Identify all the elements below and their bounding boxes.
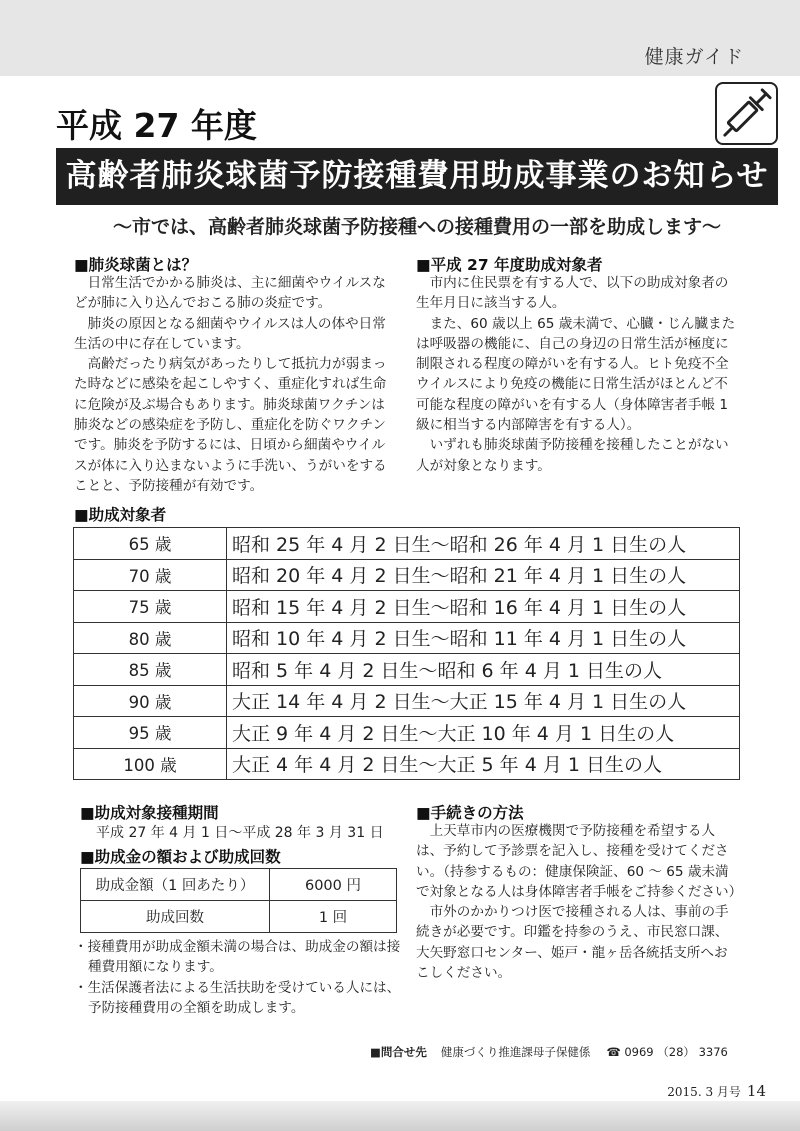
subsidy-value-cell: 6000 円 [270, 869, 397, 901]
table-row [74, 748, 740, 780]
table-row [74, 591, 740, 623]
procedure-text [416, 821, 743, 983]
table-row [74, 717, 740, 749]
contact-label: ■問合せ先 [370, 1045, 427, 1059]
birthdate-range-cell: 昭和 10 年 4 月 2 日生〜昭和 11 年 4 月 1 日生の人 [227, 622, 740, 654]
year-heading: 平成 27 年度 [56, 106, 257, 145]
contact-line [370, 1044, 728, 1060]
birthdate-range-cell: 昭和 5 年 4 月 2 日生〜昭和 6 年 4 月 1 日生の人 [227, 654, 740, 686]
procedure-heading: ■手続きの方法 [416, 804, 524, 822]
subsidy-notes [74, 937, 404, 1018]
contact-phone: ☎ 0969 （28） 3376 [606, 1045, 728, 1059]
age-cell: 75 歳 [74, 591, 227, 623]
subsidy-label-cell: 助成回数 [81, 901, 270, 933]
age-cell: 90 歳 [74, 685, 227, 717]
table-row [74, 685, 740, 717]
paragraph: いずれも肺炎球菌予防接種を接種したことがない人が対象となります。 [416, 437, 729, 474]
birthdate-range-cell: 昭和 25 年 4 月 2 日生〜昭和 26 年 4 月 1 日生の人 [227, 528, 740, 560]
page-title: 高齢者肺炎球菌予防接種費用助成事業のお知らせ [56, 148, 778, 205]
top-band [0, 0, 800, 76]
table-row [81, 901, 397, 933]
subtitle: 〜市では、高齢者肺炎球菌予防接種への接種費用の一部を助成します〜 [112, 216, 721, 238]
age-cell: 80 歳 [74, 622, 227, 654]
table-row [74, 654, 740, 686]
paragraph: 日常生活でかかる肺炎は、主に細菌やウイルスなどが肺に入り込んでおこる肺の炎症です。 [74, 275, 386, 312]
birthdate-range-cell: 大正 14 年 4 月 2 日生〜大正 15 年 4 月 1 日生の人 [227, 685, 740, 717]
table-row [81, 869, 397, 901]
paragraph: 市外のかかりつけ医で接種される人は、事前の手続きが必要です。印鑑を持参のうえ、市民窓口課、大矢野窓口センター、姫戸・龍ヶ岳各統括支所へおこしください。 [416, 904, 729, 982]
paragraph: 肺炎の原因となる細菌やウイルスは人の体や日常生活の中に存在しています。 [74, 315, 386, 352]
birthdate-range-cell: 大正 4 年 4 月 2 日生〜大正 5 年 4 月 1 日生の人 [227, 748, 740, 780]
subsidy-heading: ■助成金の額および助成回数 [80, 848, 281, 866]
birthdate-range-cell: 大正 9 年 4 月 2 日生〜大正 10 年 4 月 1 日生の人 [227, 717, 740, 749]
page-footer [667, 1082, 766, 1100]
paragraph: 高齢だったり病気があったりして抵抗力が弱まった時などに感染を起こしやすく、重症化すれば生命に危険が及ぶ場合もあります。肺炎球菌ワクチンは肺炎などの感染症を予防し、重症化を防ぐワクチンです。肺炎を予防するには、日頃から細菌やウイルスが体に入り込まないように手洗い、うがいをすることと、予防接種が有効です。 [74, 356, 387, 494]
section-label: 健康ガイド [644, 46, 744, 68]
target-text [416, 273, 740, 476]
age-cell: 70 歳 [74, 559, 227, 591]
period-text: 平成 27 年 4 月 1 日〜平成 28 年 3 月 31 日 [96, 825, 384, 841]
paragraph: 上天草市内の医療機関で予防接種を希望する人は、予約して予診票を記入し、接種を受けてください。（持参するもの：健康保険証、60 〜 65 歳未満で対象となる人は身体障害者手帳をご持参ください） [416, 823, 743, 900]
eligible-table-heading: ■助成対象者 [74, 506, 167, 524]
page-number: 14 [746, 1082, 766, 1100]
table-row [74, 528, 740, 560]
what-is-text [74, 273, 394, 496]
target-heading: ■平成 27 年度助成対象者 [416, 256, 603, 274]
bottom-band [0, 1101, 800, 1131]
age-cell: 65 歳 [74, 528, 227, 560]
subsidy-table [80, 868, 397, 933]
birthdate-range-cell: 昭和 20 年 4 月 2 日生〜昭和 21 年 4 月 1 日生の人 [227, 559, 740, 591]
age-cell: 85 歳 [74, 654, 227, 686]
paragraph: また、60 歳以上 65 歳未満で、心臓・じん臓または呼吸器の機能に、自己の身辺の日常生活が極度に制限される程度の障がいを有する人。ヒト免疫不全ウイルスにより免疫の機能に日常生活がほとんど不可能な程度の障がいを有する人（身体障害者手帳 1 級に相当する内部障害を有する人）。 [416, 315, 736, 434]
paragraph: 市内に住民票を有する人で、以下の助成対象者の生年月日に該当する人。 [416, 275, 729, 312]
issue-label: 2015. 3 月号 [667, 1085, 741, 1099]
note-item: ・生活保護者法による生活扶助を受けている人には、予防接種費用の全額を助成します。 [74, 979, 401, 1016]
age-cell: 95 歳 [74, 717, 227, 749]
what-is-heading: ■肺炎球菌とは？ [74, 256, 198, 274]
birthdate-range-cell: 昭和 15 年 4 月 2 日生〜昭和 16 年 4 月 1 日生の人 [227, 591, 740, 623]
period-heading: ■助成対象接種期間 [80, 804, 219, 822]
syringe-icon [715, 82, 778, 145]
table-row [74, 622, 740, 654]
subsidy-label-cell: 助成金額（1 回あたり） [81, 869, 270, 901]
contact-department: 健康づくり推進課母子保健係 [440, 1045, 591, 1059]
note-item: ・接種費用が助成金額未満の場合は、助成金の額は接種費用額になります。 [74, 939, 401, 976]
table-row [74, 559, 740, 591]
eligible-table [73, 527, 740, 780]
subsidy-value-cell: 1 回 [270, 901, 397, 933]
age-cell: 100 歳 [74, 748, 227, 780]
